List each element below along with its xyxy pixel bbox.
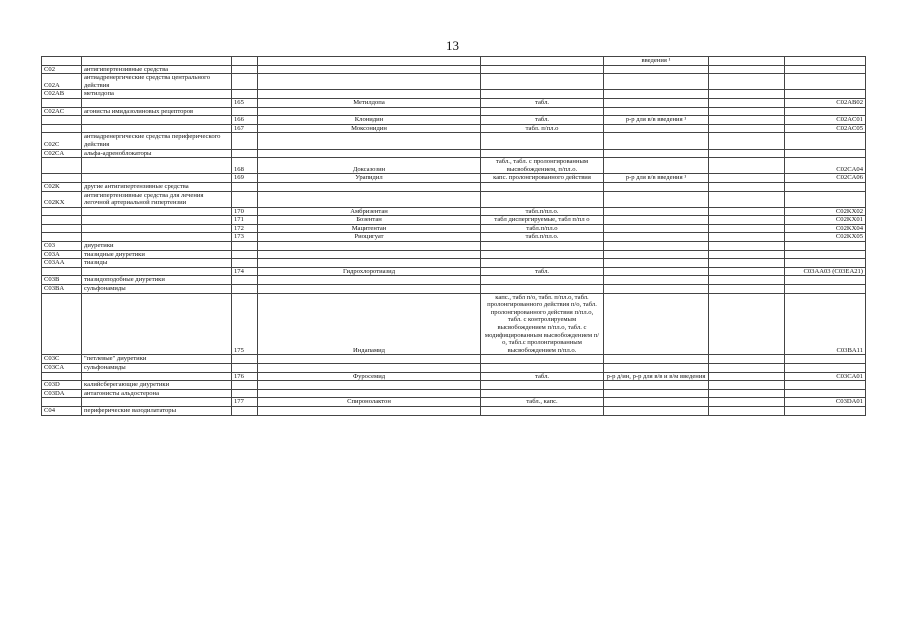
- route-cell: [604, 124, 709, 133]
- atc-code-cell: [42, 174, 82, 183]
- drug-name-cell: [258, 74, 481, 90]
- row-number-cell: [232, 242, 258, 251]
- atc-full-code-cell: [785, 133, 866, 149]
- table-row: [42, 259, 866, 268]
- drug-name-cell: [258, 389, 481, 398]
- blank-cell: [709, 124, 785, 133]
- route-cell: [604, 149, 709, 158]
- atc-code-cell: [42, 372, 82, 381]
- blank-cell: [709, 398, 785, 407]
- atc-full-code-cell: [785, 182, 866, 191]
- dosage-form-cell: табл.: [481, 98, 604, 107]
- dosage-form-cell: [481, 191, 604, 207]
- table-row: [42, 116, 866, 125]
- dosage-form-cell: капс., табл п/о, табл. п/пл.о, табл. пролонгированного действия п/о, табл. пролонгированного действия п/пл.о, табл. с контролируемым высвобождением п/пл.о, табл. с модифицированным высвобождением п/о, табл.с пролонгированным высвобождением п/пл.о.: [481, 293, 604, 355]
- dosage-form-cell: [481, 149, 604, 158]
- drug-name-cell: [258, 276, 481, 285]
- dosage-form-cell: табл.п/пл.о.: [481, 207, 604, 216]
- group-name-cell: [82, 124, 232, 133]
- group-name-cell: диуретики: [82, 242, 232, 251]
- atc-full-code-cell: C03AA03 (C03EA21): [785, 267, 866, 276]
- atc-full-code-cell: [785, 285, 866, 294]
- drug-name-cell: [258, 259, 481, 268]
- dosage-form-cell: [481, 133, 604, 149]
- row-number-cell: [232, 90, 258, 99]
- atc-full-code-cell: [785, 276, 866, 285]
- dosage-form-cell: табл диспергируемые, табл п/пл о: [481, 216, 604, 225]
- atc-code-cell: [42, 207, 82, 216]
- drug-name-cell: [258, 149, 481, 158]
- drug-name-cell: [258, 107, 481, 116]
- route-cell: [604, 207, 709, 216]
- atc-code-cell: [42, 398, 82, 407]
- route-cell: [604, 224, 709, 233]
- group-name-cell: [82, 216, 232, 225]
- table-row: [42, 285, 866, 294]
- blank-cell: [709, 90, 785, 99]
- atc-code-cell: C03C: [42, 355, 82, 364]
- blank-cell: [709, 224, 785, 233]
- group-name-cell: [82, 174, 232, 183]
- blank-cell: [709, 242, 785, 251]
- atc-full-code-cell: [785, 381, 866, 390]
- table-row: [42, 182, 866, 191]
- table-row: [42, 124, 866, 133]
- row-number-cell: [232, 406, 258, 415]
- atc-full-code-cell: C03CA01: [785, 372, 866, 381]
- atc-code-cell: C03B: [42, 276, 82, 285]
- group-name-cell: [82, 158, 232, 174]
- group-name-cell: агонисты имидазолиновых рецепторов: [82, 107, 232, 116]
- drug-name-cell: [258, 65, 481, 74]
- dosage-form-cell: [481, 381, 604, 390]
- blank-cell: [709, 182, 785, 191]
- atc-code-cell: C02KX: [42, 191, 82, 207]
- table-row: [42, 133, 866, 149]
- atc-code-cell: C03AA: [42, 259, 82, 268]
- atc-full-code-cell: [785, 90, 866, 99]
- group-name-cell: тиазиды: [82, 259, 232, 268]
- table-row: [42, 98, 866, 107]
- route-cell: [604, 406, 709, 415]
- blank-cell: [709, 267, 785, 276]
- table-row: [42, 372, 866, 381]
- drug-name-cell: Урапидил: [258, 174, 481, 183]
- group-name-cell: "петлевые" диуретики: [82, 355, 232, 364]
- blank-cell: [709, 98, 785, 107]
- group-name-cell: сульфонамиды: [82, 363, 232, 372]
- group-name-cell: [82, 372, 232, 381]
- blank-cell: [709, 65, 785, 74]
- route-cell: [604, 381, 709, 390]
- table-row: [42, 406, 866, 415]
- blank-cell: [709, 293, 785, 355]
- atc-full-code-cell: [785, 363, 866, 372]
- blank-cell: [709, 133, 785, 149]
- table-row: [42, 293, 866, 355]
- row-number-cell: [232, 285, 258, 294]
- row-number-cell: 174: [232, 267, 258, 276]
- atc-full-code-cell: [785, 259, 866, 268]
- dosage-form-cell: [481, 285, 604, 294]
- dosage-form-cell: [481, 355, 604, 364]
- atc-code-cell: [42, 116, 82, 125]
- table-row: [42, 107, 866, 116]
- route-cell: [604, 293, 709, 355]
- route-cell: [604, 107, 709, 116]
- dosage-form-cell: табл.п/пл.о.: [481, 233, 604, 242]
- route-cell: [604, 158, 709, 174]
- drug-name-cell: [258, 285, 481, 294]
- atc-full-code-cell: [785, 107, 866, 116]
- dosage-form-cell: [481, 259, 604, 268]
- dosage-form-cell: табл.: [481, 267, 604, 276]
- route-cell: [604, 98, 709, 107]
- atc-full-code-cell: [785, 250, 866, 259]
- atc-code-cell: C03BA: [42, 285, 82, 294]
- atc-code-cell: [42, 124, 82, 133]
- blank-cell: [709, 363, 785, 372]
- table-row: [42, 65, 866, 74]
- row-number-cell: 170: [232, 207, 258, 216]
- blank-cell: [709, 355, 785, 364]
- table-row: [42, 242, 866, 251]
- drug-name-cell: Амбризентан: [258, 207, 481, 216]
- atc-full-code-cell: C02AB02: [785, 98, 866, 107]
- atc-full-code-cell: C02CA06: [785, 174, 866, 183]
- row-number-cell: [232, 191, 258, 207]
- group-name-cell: тиазидоподобные диуретики: [82, 276, 232, 285]
- table-row: [42, 216, 866, 225]
- drug-name-cell: Моксонидин: [258, 124, 481, 133]
- table-row: [42, 276, 866, 285]
- row-number-cell: [232, 259, 258, 268]
- table-row: [42, 389, 866, 398]
- dosage-form-cell: [481, 107, 604, 116]
- page-number: 13: [446, 38, 459, 53]
- route-cell: введения ¹: [604, 57, 709, 66]
- group-name-cell: [82, 207, 232, 216]
- route-cell: [604, 398, 709, 407]
- drug-name-cell: [258, 133, 481, 149]
- dosage-form-cell: табл.п/пл.о: [481, 224, 604, 233]
- row-number-cell: [232, 276, 258, 285]
- atc-full-code-cell: [785, 355, 866, 364]
- atc-full-code-cell: C02KX01: [785, 216, 866, 225]
- dosage-form-cell: табл.: [481, 372, 604, 381]
- atc-code-cell: C04: [42, 406, 82, 415]
- atc-code-cell: C02AC: [42, 107, 82, 116]
- group-name-cell: антигипертензивные средства для лечения легочной артериальной гипертензии: [82, 191, 232, 207]
- table-row: [42, 149, 866, 158]
- blank-cell: [709, 207, 785, 216]
- row-number-cell: 168: [232, 158, 258, 174]
- group-name-cell: тиазидные диуретики: [82, 250, 232, 259]
- dosage-form-cell: табл. п/пл.о: [481, 124, 604, 133]
- table-row: [42, 363, 866, 372]
- drug-name-cell: [258, 355, 481, 364]
- group-name-cell: антагонисты альдостерона: [82, 389, 232, 398]
- dosage-form-cell: [481, 276, 604, 285]
- atc-code-cell: C03CA: [42, 363, 82, 372]
- table-row: [42, 57, 866, 66]
- atc-code-cell: C03DA: [42, 389, 82, 398]
- table-row: [42, 90, 866, 99]
- table-row: [42, 158, 866, 174]
- dosage-form-cell: [481, 242, 604, 251]
- dosage-form-cell: [481, 74, 604, 90]
- group-name-cell: [82, 293, 232, 355]
- drug-name-cell: Клонидин: [258, 116, 481, 125]
- drug-name-cell: [258, 191, 481, 207]
- drug-list-table: [41, 56, 866, 416]
- row-number-cell: [232, 250, 258, 259]
- blank-cell: [709, 406, 785, 415]
- group-name-cell: антиадренергические средства центрального действия: [82, 74, 232, 90]
- dosage-form-cell: табл.: [481, 116, 604, 125]
- route-cell: р-р для в/в введения ¹: [604, 174, 709, 183]
- atc-code-cell: [42, 216, 82, 225]
- row-number-cell: [232, 363, 258, 372]
- blank-cell: [709, 57, 785, 66]
- blank-cell: [709, 372, 785, 381]
- atc-code-cell: [42, 233, 82, 242]
- row-number-cell: 171: [232, 216, 258, 225]
- route-cell: р-р для в/в введения ¹: [604, 116, 709, 125]
- atc-code-cell: C03: [42, 242, 82, 251]
- route-cell: [604, 276, 709, 285]
- group-name-cell: альфа-адреноблокаторы: [82, 149, 232, 158]
- blank-cell: [709, 233, 785, 242]
- drug-name-cell: [258, 182, 481, 191]
- route-cell: [604, 182, 709, 191]
- table-row: [42, 207, 866, 216]
- dosage-form-cell: [481, 389, 604, 398]
- drug-name-cell: Бозентан: [258, 216, 481, 225]
- table-row: [42, 224, 866, 233]
- route-cell: [604, 216, 709, 225]
- atc-full-code-cell: C02AC01: [785, 116, 866, 125]
- drug-name-cell: [258, 242, 481, 251]
- route-cell: [604, 133, 709, 149]
- atc-full-code-cell: C02KX04: [785, 224, 866, 233]
- atc-full-code-cell: [785, 65, 866, 74]
- row-number-cell: [232, 149, 258, 158]
- atc-full-code-cell: C02CA04: [785, 158, 866, 174]
- group-name-cell: [82, 267, 232, 276]
- route-cell: [604, 389, 709, 398]
- atc-code-cell: [42, 267, 82, 276]
- atc-full-code-cell: [785, 149, 866, 158]
- route-cell: [604, 65, 709, 74]
- blank-cell: [709, 74, 785, 90]
- drug-name-cell: [258, 90, 481, 99]
- drug-name-cell: [258, 363, 481, 372]
- route-cell: [604, 191, 709, 207]
- drug-name-cell: [258, 57, 481, 66]
- row-number-cell: 177: [232, 398, 258, 407]
- atc-full-code-cell: C03BA11: [785, 293, 866, 355]
- dosage-form-cell: табл., табл. с пролонгированным высвобождением, п/пл.о.: [481, 158, 604, 174]
- atc-full-code-cell: [785, 57, 866, 66]
- route-cell: [604, 90, 709, 99]
- route-cell: [604, 233, 709, 242]
- blank-cell: [709, 381, 785, 390]
- row-number-cell: [232, 133, 258, 149]
- atc-code-cell: [42, 293, 82, 355]
- blank-cell: [709, 285, 785, 294]
- row-number-cell: 176: [232, 372, 258, 381]
- group-name-cell: периферические вазодилататоры: [82, 406, 232, 415]
- row-number-cell: [232, 182, 258, 191]
- atc-code-cell: [42, 98, 82, 107]
- atc-full-code-cell: [785, 389, 866, 398]
- blank-cell: [709, 191, 785, 207]
- drug-name-cell: Доксазозин: [258, 158, 481, 174]
- blank-cell: [709, 259, 785, 268]
- atc-full-code-cell: C03DA01: [785, 398, 866, 407]
- atc-code-cell: C03A: [42, 250, 82, 259]
- drug-name-cell: Спиронолактон: [258, 398, 481, 407]
- atc-full-code-cell: C02KX02: [785, 207, 866, 216]
- table-row: [42, 355, 866, 364]
- dosage-form-cell: капс. пролонгированного действия: [481, 174, 604, 183]
- row-number-cell: [232, 389, 258, 398]
- blank-cell: [709, 389, 785, 398]
- route-cell: [604, 250, 709, 259]
- route-cell: р-р д/ин, р-р для в/в и в/м введения: [604, 372, 709, 381]
- table-row: [42, 381, 866, 390]
- atc-code-cell: C02AB: [42, 90, 82, 99]
- blank-cell: [709, 149, 785, 158]
- blank-cell: [709, 158, 785, 174]
- dosage-form-cell: [481, 65, 604, 74]
- row-number-cell: 175: [232, 293, 258, 355]
- route-cell: [604, 242, 709, 251]
- row-number-cell: [232, 65, 258, 74]
- atc-code-cell: [42, 158, 82, 174]
- atc-full-code-cell: [785, 74, 866, 90]
- atc-code-cell: C02: [42, 65, 82, 74]
- row-number-cell: [232, 74, 258, 90]
- atc-code-cell: C02K: [42, 182, 82, 191]
- route-cell: [604, 259, 709, 268]
- drug-name-cell: Индапамид: [258, 293, 481, 355]
- dosage-form-cell: [481, 57, 604, 66]
- blank-cell: [709, 276, 785, 285]
- atc-full-code-cell: [785, 406, 866, 415]
- table-body: [42, 57, 866, 416]
- group-name-cell: [82, 57, 232, 66]
- atc-full-code-cell: C02KX05: [785, 233, 866, 242]
- table-row: [42, 250, 866, 259]
- row-number-cell: [232, 57, 258, 66]
- row-number-cell: 165: [232, 98, 258, 107]
- atc-code-cell: [42, 224, 82, 233]
- row-number-cell: 166: [232, 116, 258, 125]
- row-number-cell: 167: [232, 124, 258, 133]
- group-name-cell: метилдопа: [82, 90, 232, 99]
- group-name-cell: калийсберегающие диуретики: [82, 381, 232, 390]
- drug-name-cell: [258, 381, 481, 390]
- route-cell: [604, 285, 709, 294]
- table-row: [42, 74, 866, 90]
- group-name-cell: антиадренергические средства периферического действия: [82, 133, 232, 149]
- atc-full-code-cell: C02AC05: [785, 124, 866, 133]
- drug-name-cell: [258, 250, 481, 259]
- table-row: [42, 398, 866, 407]
- table-row: [42, 174, 866, 183]
- atc-full-code-cell: [785, 242, 866, 251]
- atc-code-cell: C02A: [42, 74, 82, 90]
- atc-code-cell: C02CA: [42, 149, 82, 158]
- group-name-cell: [82, 98, 232, 107]
- group-name-cell: [82, 116, 232, 125]
- drug-name-cell: [258, 406, 481, 415]
- group-name-cell: [82, 233, 232, 242]
- blank-cell: [709, 116, 785, 125]
- dosage-form-cell: [481, 250, 604, 259]
- blank-cell: [709, 250, 785, 259]
- dosage-form-cell: табл., капс.: [481, 398, 604, 407]
- row-number-cell: [232, 107, 258, 116]
- atc-full-code-cell: [785, 191, 866, 207]
- drug-name-cell: Гидрохлоротиазид: [258, 267, 481, 276]
- dosage-form-cell: [481, 406, 604, 415]
- blank-cell: [709, 174, 785, 183]
- atc-code-cell: C03D: [42, 381, 82, 390]
- route-cell: [604, 355, 709, 364]
- drug-name-cell: Метилдопа: [258, 98, 481, 107]
- dosage-form-cell: [481, 182, 604, 191]
- dosage-form-cell: [481, 363, 604, 372]
- route-cell: [604, 363, 709, 372]
- table-row: [42, 233, 866, 242]
- group-name-cell: другие антигипертензивные средства: [82, 182, 232, 191]
- drug-name-cell: Риоцигуат: [258, 233, 481, 242]
- group-name-cell: [82, 224, 232, 233]
- drug-name-cell: Мацитентан: [258, 224, 481, 233]
- row-number-cell: 169: [232, 174, 258, 183]
- dosage-form-cell: [481, 90, 604, 99]
- blank-cell: [709, 216, 785, 225]
- table-row: [42, 191, 866, 207]
- group-name-cell: [82, 398, 232, 407]
- row-number-cell: [232, 355, 258, 364]
- atc-code-cell: [42, 57, 82, 66]
- table-row: [42, 267, 866, 276]
- atc-code-cell: C02C: [42, 133, 82, 149]
- row-number-cell: [232, 381, 258, 390]
- group-name-cell: антигипертензивные средства: [82, 65, 232, 74]
- drug-name-cell: Фуросемид: [258, 372, 481, 381]
- row-number-cell: 172: [232, 224, 258, 233]
- route-cell: [604, 74, 709, 90]
- blank-cell: [709, 107, 785, 116]
- group-name-cell: сульфонамиды: [82, 285, 232, 294]
- route-cell: [604, 267, 709, 276]
- row-number-cell: 173: [232, 233, 258, 242]
